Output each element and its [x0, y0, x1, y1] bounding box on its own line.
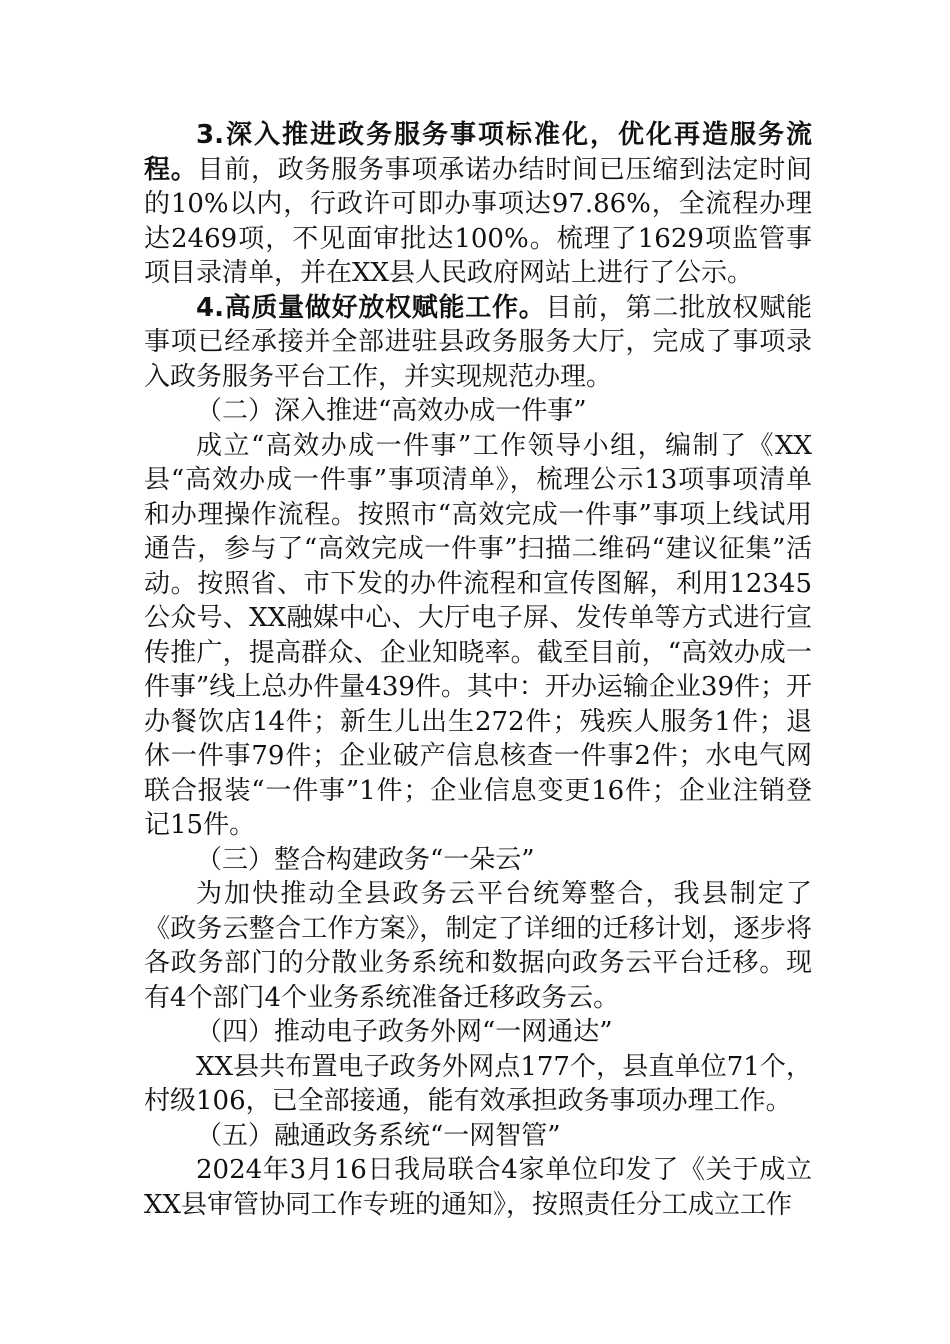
section-body: 2024年3月16日我局联合4家单位印发了《关于成立XX县审管协同工作专班的通知》，按照责任分工成立工作: [144, 1155, 812, 1220]
paragraph-text: 目前，第二批放权赋能事项已经承接并全部进驻县政务服务大厅，完成了事项录入政务服务平台工作，并实现规范办理。: [144, 292, 812, 392]
section-heading: （四）推动电子政务外网“一网通达”: [196, 1017, 613, 1047]
section-heading: （二）深入推进“高效办成一件事”: [196, 396, 587, 426]
document-body: [144, 118, 812, 1222]
paragraph-lead: 4.高质量做好放权赋能工作。: [196, 292, 546, 323]
paragraph-empowerment: [144, 291, 812, 395]
paragraph-text: 目前，政务服务事项承诺办结时间已压缩到法定时间的10%以内，行政许可即办事项达97.86%，全流程办理达2469项，不见面审批达100%。梳理了1629项监管事项目录清单，并在XX县人民政府网站上进行了公示。: [144, 154, 812, 288]
section-body: XX县共布置电子政务外网点177个，县直单位71个，村级106，已全部接通，能有效承担政务事项办理工作。: [144, 1051, 812, 1116]
section-body: 成立“高效办成一件事”工作领导小组，编制了《XX县“高效办成一件事”事项清单》，梳理公示13项事项清单和办理操作流程。按照市“高效完成一件事”事项上线试用通告，参与了“高效完成一件事”扫描二维码“建议征集”活动。按照省、市下发的办件流程和宣传图解，利用12345公众号、XX融媒中心、大厅电子屏、发传单等方式进行宣传推广，提高群众、企业知晓率。截至目前，“高效办成一件事”线上总办件量439件。其中：开办运输企业39件；开办餐饮店14件；新生儿出生272件；残疾人服务1件；退休一件事79件；企业破产信息核查一件事2件；水电气网联合报装“一件事”1件；企业信息变更16件；企业注销登记15件。: [144, 430, 813, 840]
paragraph-standardization: [144, 118, 812, 291]
section-heading: （三）整合构建政务“一朵云”: [196, 844, 535, 875]
paragraph-lead: 3.深入推进政务服务事项标准化，优化再造服务流程。: [144, 120, 812, 185]
section-body: 为加快推动全县政务云平台统筹整合，我县制定了《政务云整合工作方案》，制定了详细的迁移计划，逐步将各政务部门的分散业务系统和数据向政务云平台迁移。现有4个部门4个业务系统准备迁移政务云。: [144, 879, 812, 1013]
section-heading: （五）融通政务系统“一网智管”: [196, 1120, 561, 1151]
